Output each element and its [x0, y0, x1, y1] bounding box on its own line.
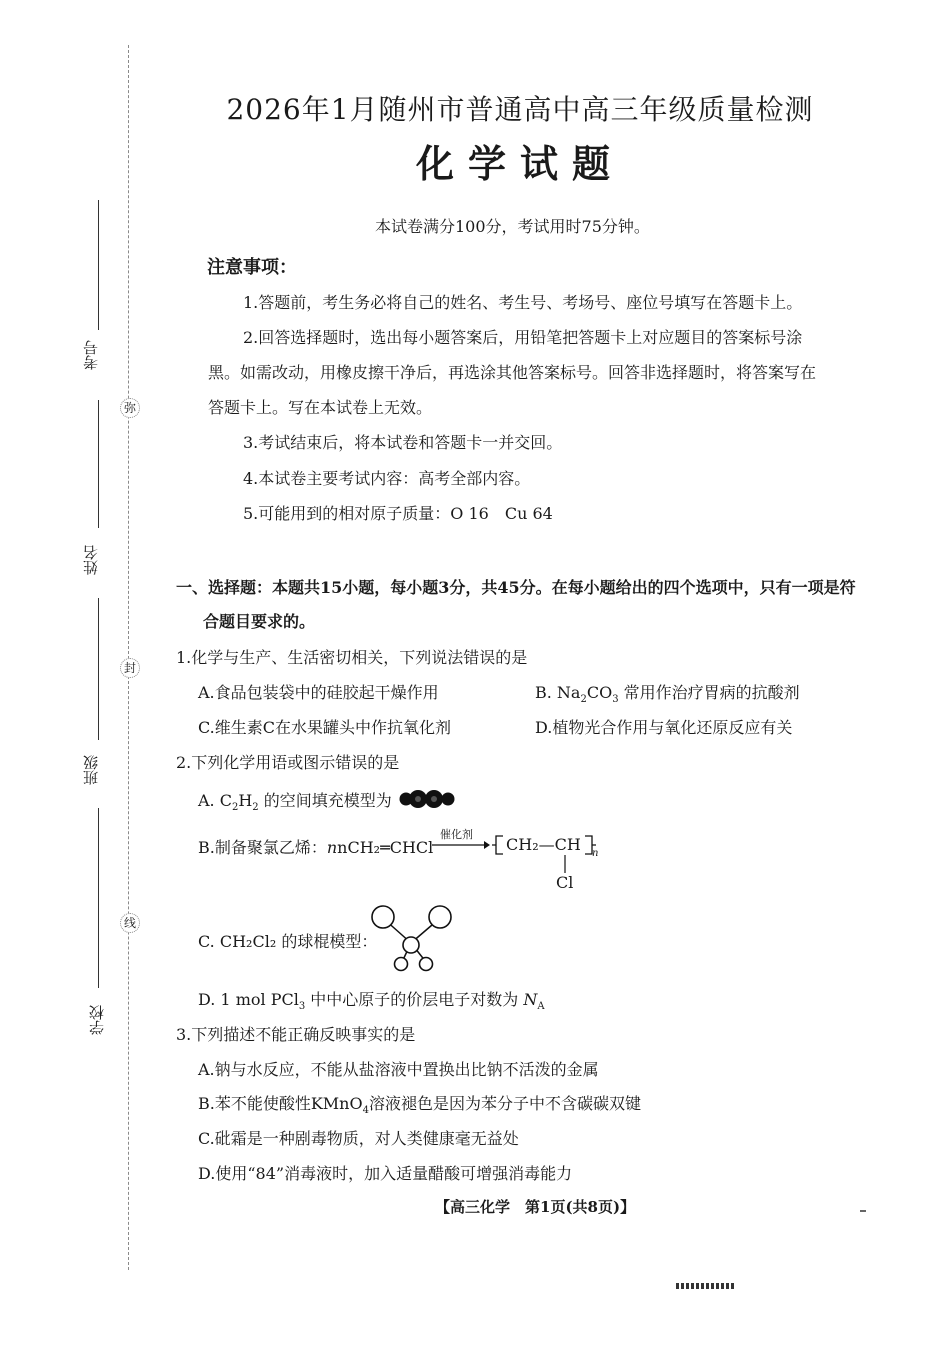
q3-stem: 3.下列描述不能正确反映事实的是: [176, 1025, 416, 1044]
q2-stem: 2.下列化学用语或图示错误的是: [176, 753, 400, 772]
name-label: 姓名: [82, 545, 100, 575]
q1-option-c: C.维生素C在水果罐头中作抗氧化剂: [198, 718, 452, 737]
exam-intro: 本试卷满分100分，考试用时75分钟。: [375, 217, 650, 236]
q2-option-a: A. $C_2H_2$ 的空间填充模型为: [198, 791, 392, 814]
school-label: 学校: [88, 1005, 106, 1035]
exam-title: 2026年1月随州市普通高中高三年级质量检测: [226, 93, 814, 126]
notice-heading: 注意事项：: [207, 257, 297, 278]
notice-item-1: 1.答题前，考生务必将自己的姓名、考生号、考场号、座位号填写在答题卡上。: [243, 293, 803, 312]
catalyst-label: 催化剂: [440, 828, 473, 841]
exam-number-label: 考号: [82, 340, 100, 370]
scan-mark: [860, 1210, 866, 1212]
class-fill-line[interactable]: [98, 598, 99, 740]
q1-option-d: D.植物光合作用与氧化还原反应有关: [535, 718, 793, 737]
q3-option-a: A.钠与水反应，不能从盐溶液中置换出比钠不活泼的金属: [198, 1060, 599, 1079]
q1-stem: 1.化学与生产、生活密切相关，下列说法错误的是: [176, 648, 528, 667]
school-fill-line[interactable]: [98, 808, 99, 988]
q1-option-b: B. $Na_2CO_3$ 常用作治疗胃病的抗酸剂: [535, 683, 800, 706]
seal-char-mi: 弥: [120, 398, 140, 418]
notice-item-3: 3.考试结束后，将本试卷和答题卡一并交回。: [243, 433, 563, 452]
exam-number-fill-line[interactable]: [98, 200, 99, 330]
q3-option-c: C.砒霜是一种剧毒物质，对人类健康毫无益处: [198, 1129, 519, 1148]
q2-option-c: C. CH₂Cl₂ 的球棍模型：: [198, 932, 378, 951]
section1-heading: 一、选择题：本题共15小题，每小题3分，共45分。在每小题给出的四个选项中，只有一项是符: [176, 578, 856, 597]
q2-option-b-product: CH₂—CH: [506, 835, 581, 854]
polymer-n-subscript: n: [592, 848, 599, 859]
notice-item-4: 4.本试卷主要考试内容：高考全部内容。: [243, 469, 531, 488]
seal-char-xian: 线: [120, 913, 140, 933]
subject-title: 化学试题: [415, 141, 624, 186]
q2-option-b-cl: Cl: [556, 873, 574, 892]
c2h2-space-filling-model-icon: [398, 788, 458, 810]
q2-option-b: B.制备聚氯乙烯：nnCH₂═CHCl: [198, 838, 434, 857]
class-label: 班级: [82, 755, 100, 785]
notice-item-5: 5.可能用到的相对原子质量：O 16 Cu 64: [243, 504, 553, 523]
section1-heading-cont: 合题目要求的。: [203, 612, 316, 631]
name-fill-line[interactable]: [98, 400, 99, 528]
q2-option-d: D. 1 mol PCl$_3$ 中中心原子的价层电子对数为 $N_A$: [198, 990, 545, 1013]
notice-item-2-cont: 黑。如需改动，用橡皮擦干净后，再选涂其他答案标号。回答非选择题时，将答案写在: [208, 363, 817, 382]
scan-artifact: [676, 1283, 736, 1289]
q3-option-d: D.使用“84”消毒液时，加入适量醋酸可增强消毒能力: [198, 1164, 573, 1183]
notice-item-2-end: 答题卡上。写在本试卷上无效。: [208, 398, 433, 417]
notice-item-2: 2.回答选择题时，选出每小题答案后，用铅笔把答题卡上对应题目的答案标号涂: [243, 328, 803, 347]
page-footer: 【高三化学 第1页(共8页)】: [435, 1198, 636, 1216]
reaction-arrow-icon: [432, 840, 490, 850]
polymer-left-bracket-icon: [492, 834, 506, 856]
ch2cl2-ball-stick-model-icon: [366, 904, 458, 974]
seal-char-feng: 封: [120, 658, 140, 678]
q3-option-b: B.苯不能使酸性KMnO$_4$溶液褪色是因为苯分子中不含碳碳双键: [198, 1094, 641, 1117]
chlorine-bond-icon: [563, 855, 567, 873]
q1-option-a: A.食品包装袋中的硅胶起干燥作用: [198, 683, 439, 702]
